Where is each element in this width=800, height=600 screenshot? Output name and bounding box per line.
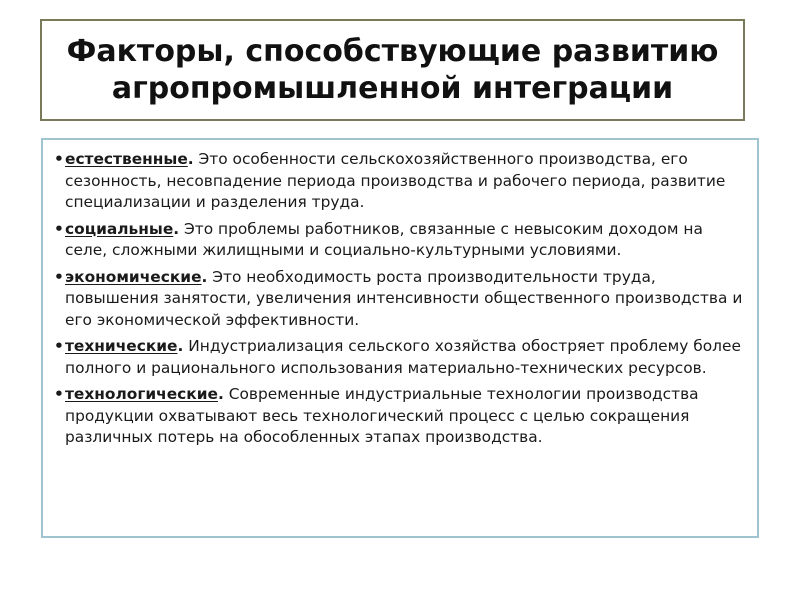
factor-item-social: [53, 219, 747, 262]
factor-item-natural: [53, 149, 747, 214]
factor-term-punct: .: [173, 219, 180, 238]
factor-term: естественные: [65, 150, 188, 168]
factor-term-punct: .: [187, 150, 194, 168]
factor-description: Это необходимость роста производительности труда, повышения занятости, увеличения интенсивности общественного производства и его экономической эффективности.: [65, 267, 743, 329]
factor-item-economic: [53, 267, 747, 332]
bullet-icon: •: [54, 219, 64, 238]
factor-item-technical: [53, 336, 747, 379]
factor-description: Это особенности сельскохозяйственного производства, его сезонность, несовпадение периода производства и рабочего периода, развитие специализации и разделения труда.: [65, 150, 726, 211]
slide-title-line-1: Факторы, способствующие развитию: [66, 34, 719, 69]
factor-term-punct: .: [201, 267, 208, 286]
factor-term-punct: .: [177, 337, 184, 355]
factor-term: технические: [65, 337, 178, 355]
factor-term: экономические: [65, 267, 202, 286]
bullet-icon: •: [54, 267, 64, 286]
title-box: [40, 19, 745, 121]
content-box: [41, 138, 759, 538]
factor-description: Современные индустриальные технологии производства продукции охватывают весь технологический процесс с целью сокращения различных потерь на обособленных этапах производства.: [65, 385, 699, 446]
slide-title-line-2: агропромышленной интеграции: [111, 71, 674, 106]
factor-term-punct: .: [217, 385, 224, 403]
factor-item-technological: [53, 384, 747, 449]
factor-term: социальные: [65, 219, 174, 238]
factor-description: Индустриализация сельского хозяйства обостряет проблему более полного и рационального использования материально-технических ресурсов.: [65, 337, 741, 377]
factor-term: технологические: [65, 385, 218, 403]
factor-description: Это проблемы работников, связанные с невысоким доходом на селе, сложными жилищными и социально-культурными условиями.: [65, 219, 703, 259]
bullet-icon: •: [54, 385, 64, 403]
bullet-icon: •: [54, 150, 64, 168]
slide-title: [67, 33, 719, 107]
bullet-icon: •: [54, 337, 64, 355]
